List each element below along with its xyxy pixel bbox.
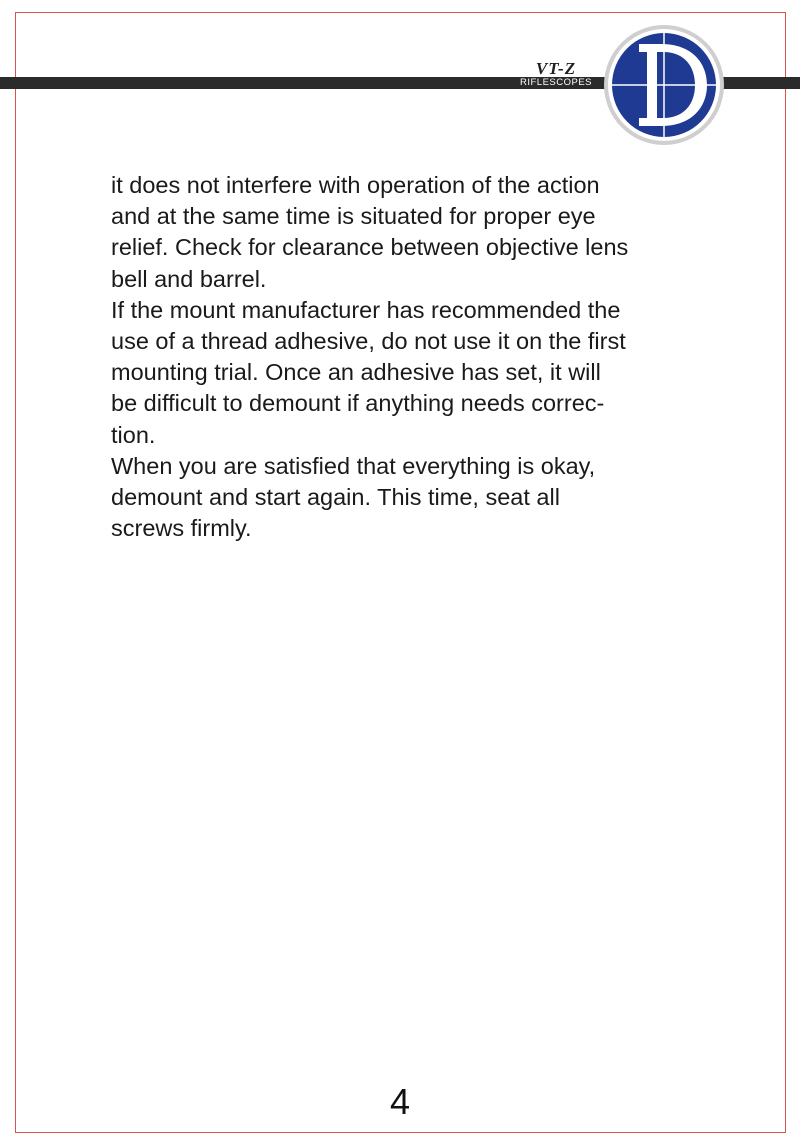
page-number: 4 (389, 1081, 411, 1122)
instruction-text (111, 170, 711, 544)
paragraph-final-mount: When you are satisfied that everything is okay, demount and start again. This time, seat all screws firmly. (111, 452, 596, 542)
brand-name: VT-Z (535, 59, 577, 78)
brand-wordmark (503, 61, 609, 89)
reticle-d-logo-icon (601, 22, 727, 148)
brand-subtitle: RIFLESCOPES (519, 77, 593, 88)
paragraph-eye-relief: it does not interfere with operation of the action and at the same time is situated for proper eye relief. Check for clearance between objective lens bell and barrel. (111, 172, 629, 292)
paragraph-thread-adhesive: If the mount manufacturer has recommended the use of a thread adhesive, do not use it on the first mounting trial. Once an adhesive has set, it will be difficult to demount if anything needs correc- tion. (111, 296, 626, 448)
